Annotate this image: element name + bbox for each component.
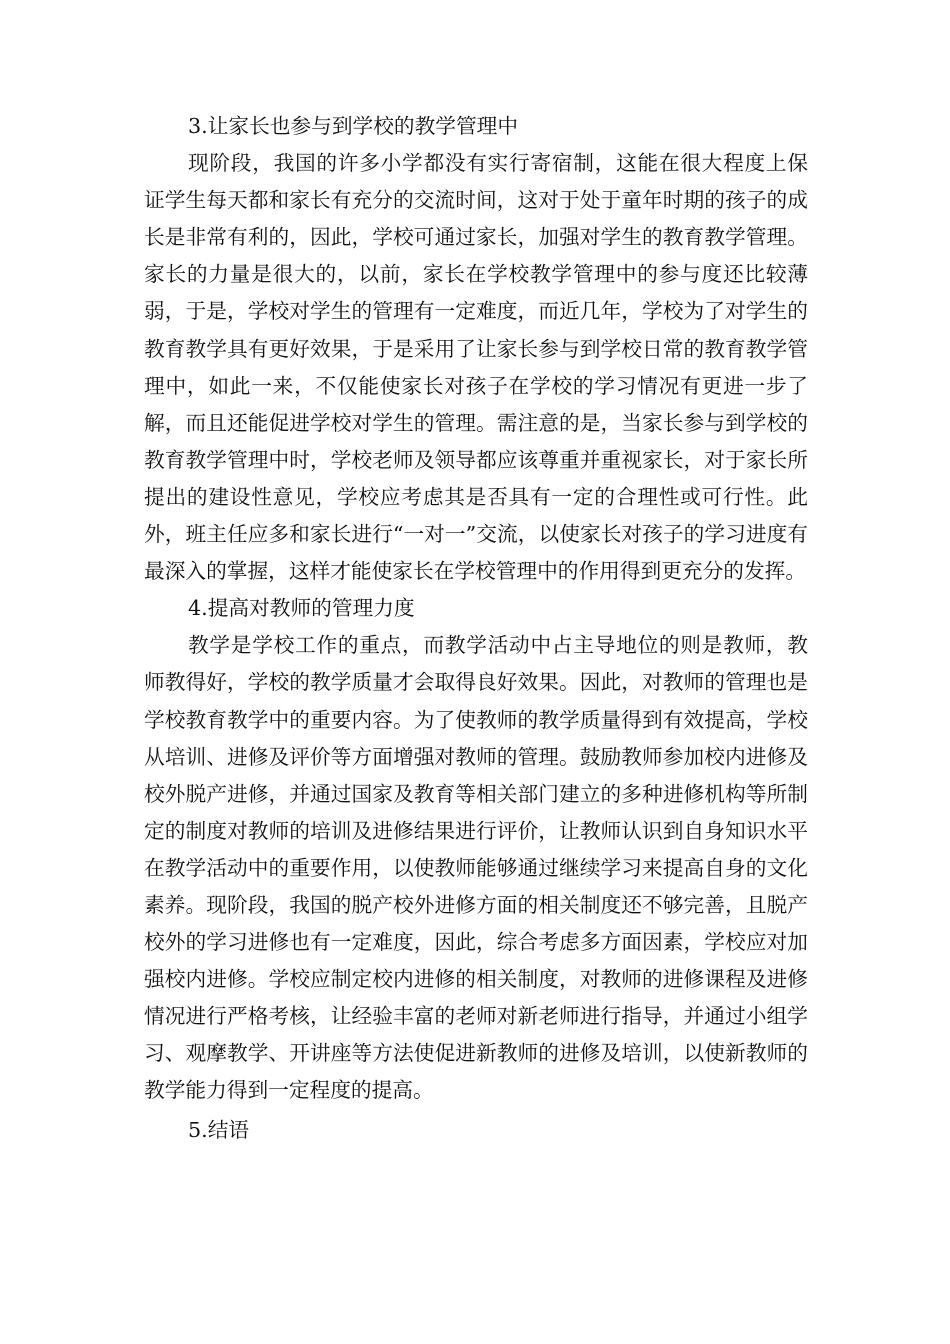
document-page: [144, 108, 808, 1149]
section-paragraph-3: 现阶段，我国的许多小学都没有实行寄宿制，这能在很大程度上保证学生每天都和家长有充分的交流时间，这对于处于童年时期的孩子的成长是非常有利的，因此，学校可通过家长，加强对学生的教育教学管理。家长的力量是很大的，以前，家长在学校教学管理中的参与度还比较薄弱，于是，学校对学生的管理有一定难度，而近几年，学校为了对学生的教育教学具有更好效果，于是采用了让家长参与到学校日常的教育教学管理中，如此一来，不仅能使家长对孩子在学校的学习情况有更进一步了解，而且还能促进学校对学生的管理。需注意的是，当家长参与到学校的教育教学管理中时，学校老师及领导都应该尊重并重视家长，对于家长所提出的建设性意见，学校应考虑其是否具有一定的合理性或可行性。此外，班主任应多和家长进行“一对一”交流，以使家长对孩子的学习进度有最深入的掌握，这样才能使家长在学校管理中的作用得到更充分的发挥。: [144, 151, 808, 584]
section-heading-3: 3.让家长也参与到学校的教学管理中: [188, 114, 519, 138]
section-heading-5: 5.结语: [188, 1117, 250, 1142]
section-paragraph-4: 教学是学校工作的重点，而教学活动中占主导地位的则是教师，教师教得好，学校的教学质量才会取得良好效果。因此，对教师的管理也是学校教育教学中的重要内容。为了使教师的教学质量得到有效提高，学校从培训、进修及评价等方面增强对教师的管理。鼓励教师参加校内进修及校外脱产进修，并通过国家及教育等相关部门建立的多种进修机构等所制定的制度对教师的培训及进修结果进行评价，让教师认识到自身知识水平在教学活动中的重要作用，以使教师能够通过继续学习来提高自身的文化素养。现阶段，我国的脱产校外进修方面的相关制度还不够完善，且脱产校外的学习进修也有一定难度，因此，综合考虑多方面因素，学校应对加强校内进修。学校应制定校内进修的相关制度，对教师的进修课程及进修情况进行严格考核，让经验丰富的老师对新老师进行指导，并通过小组学习、观摩教学、开讲座等方法使促进新教师的进修及培训，以使新教师的教学能力得到一定程度的提高。: [144, 633, 808, 1103]
section-heading-4: 4.提高对教师的管理力度: [188, 596, 415, 621]
